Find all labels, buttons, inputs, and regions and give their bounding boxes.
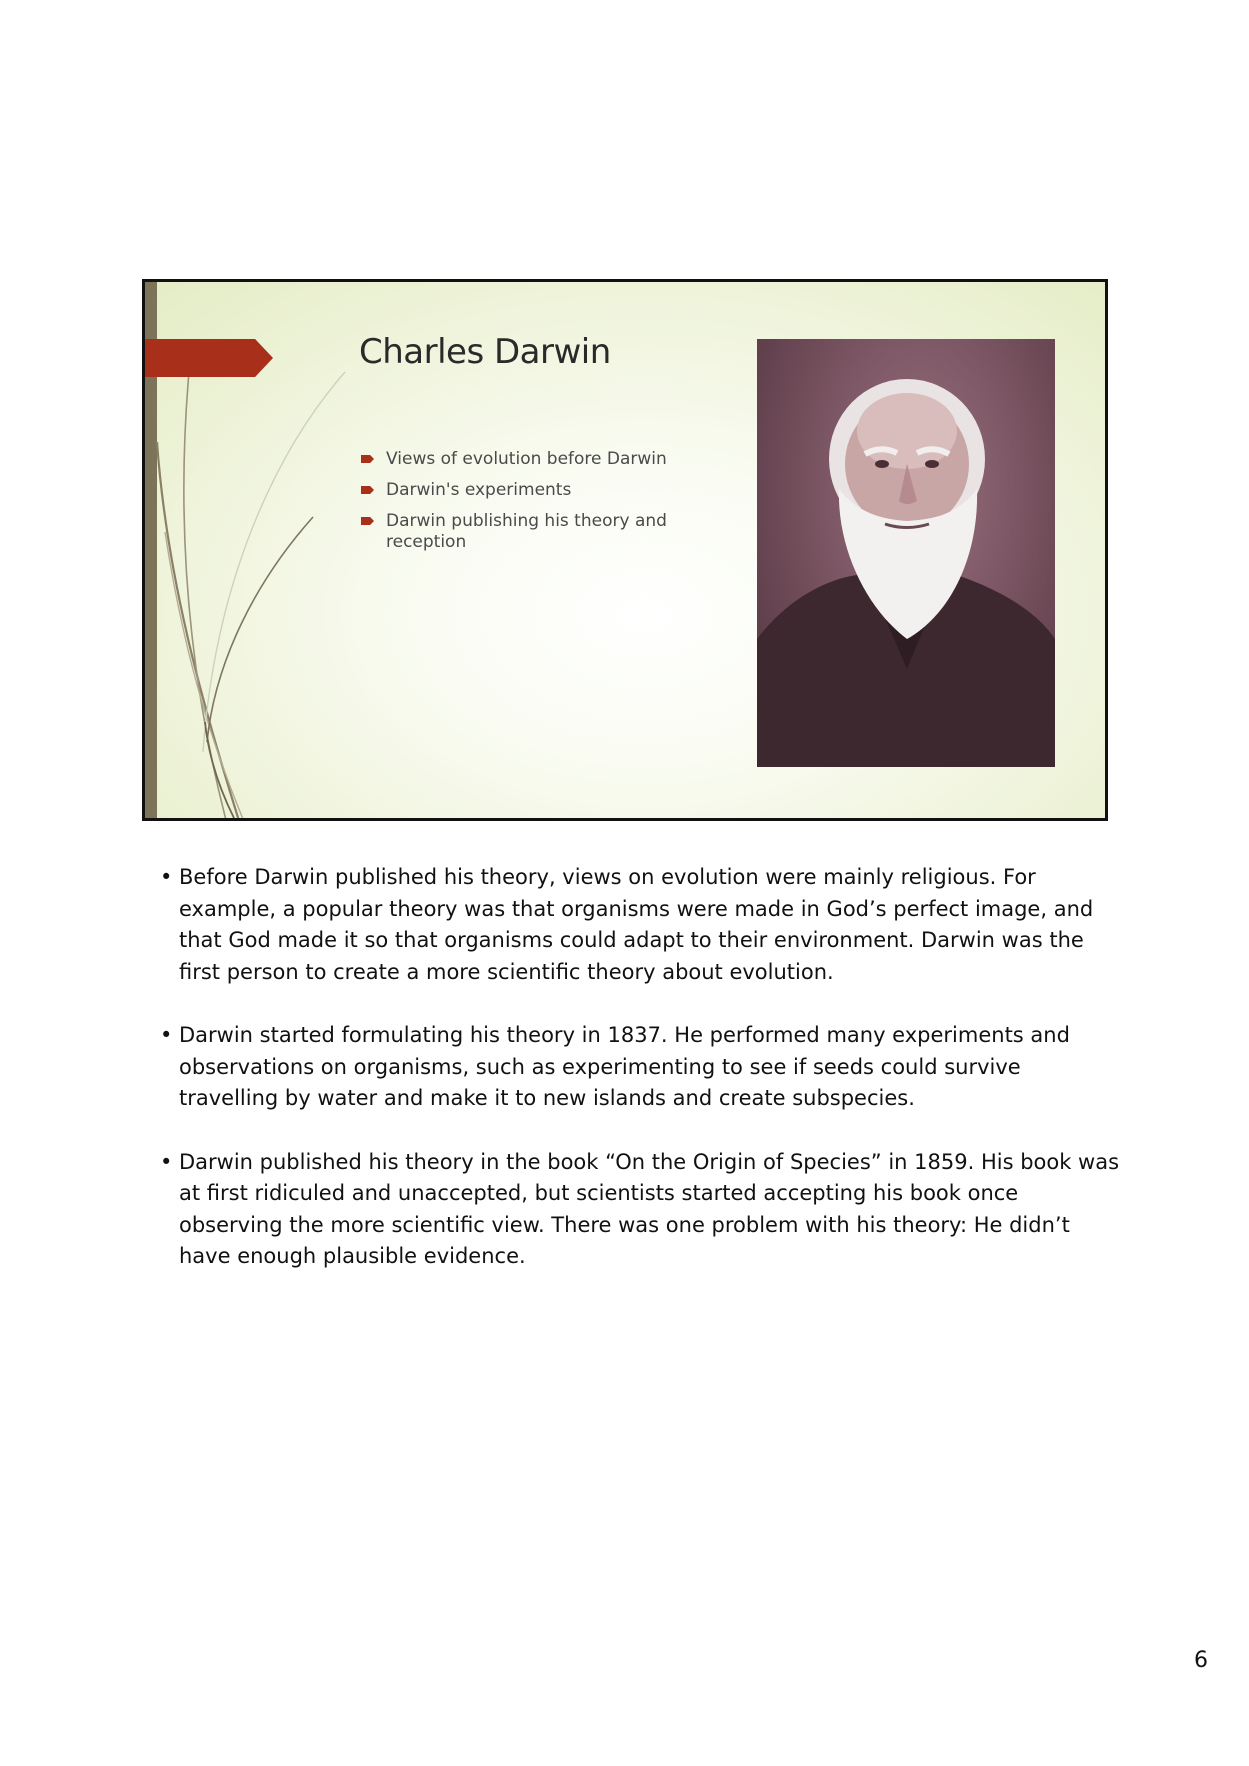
slide-thumbnail — [142, 279, 1108, 821]
title-arrow-shape — [145, 339, 273, 377]
note-paragraph: • Before Darwin published his theory, views on evolution were mainly religious. For example, a popular theory was that organisms were made in God’s perfect image, and that God made it so that organisms could adapt to their environment. Darwin was the first person to create a more scientific theory about evolution. — [160, 862, 1120, 988]
slide-bullet-text: Views of evolution before Darwin — [386, 449, 667, 469]
charles-darwin-portrait — [757, 339, 1055, 767]
slide-title: Charles Darwin — [359, 332, 611, 372]
bullet-arrow-icon — [361, 486, 374, 494]
slide-bullet-text: Darwin's experiments — [386, 480, 572, 500]
bullet-arrow-icon — [361, 517, 374, 525]
bullet-arrow-icon — [361, 455, 374, 463]
portrait-illustration — [757, 339, 1055, 767]
speaker-notes — [160, 862, 1120, 1305]
page-number: 6 — [1194, 1648, 1208, 1673]
slide-bullet-item — [359, 480, 679, 501]
slide-bullet-list — [359, 449, 679, 563]
note-paragraph: • Darwin started formulating his theory in 1837. He performed many experiments and observations on organisms, such as experimenting to see if seeds could survive travelling by water and make it to new islands and create subspecies. — [160, 1020, 1120, 1115]
note-paragraph: • Darwin published his theory in the book “On the Origin of Species” in 1859. His book was at first ridiculed and unaccepted, but scientists started accepting his book once observing the more scientific view. There was one problem with his theory: He didn’t have enough plausible evidence. — [160, 1147, 1120, 1273]
slide-bullet-text: Darwin publishing his theory and reception — [386, 511, 667, 552]
slide-bullet-item — [359, 449, 679, 470]
slide-bullet-item — [359, 511, 679, 553]
